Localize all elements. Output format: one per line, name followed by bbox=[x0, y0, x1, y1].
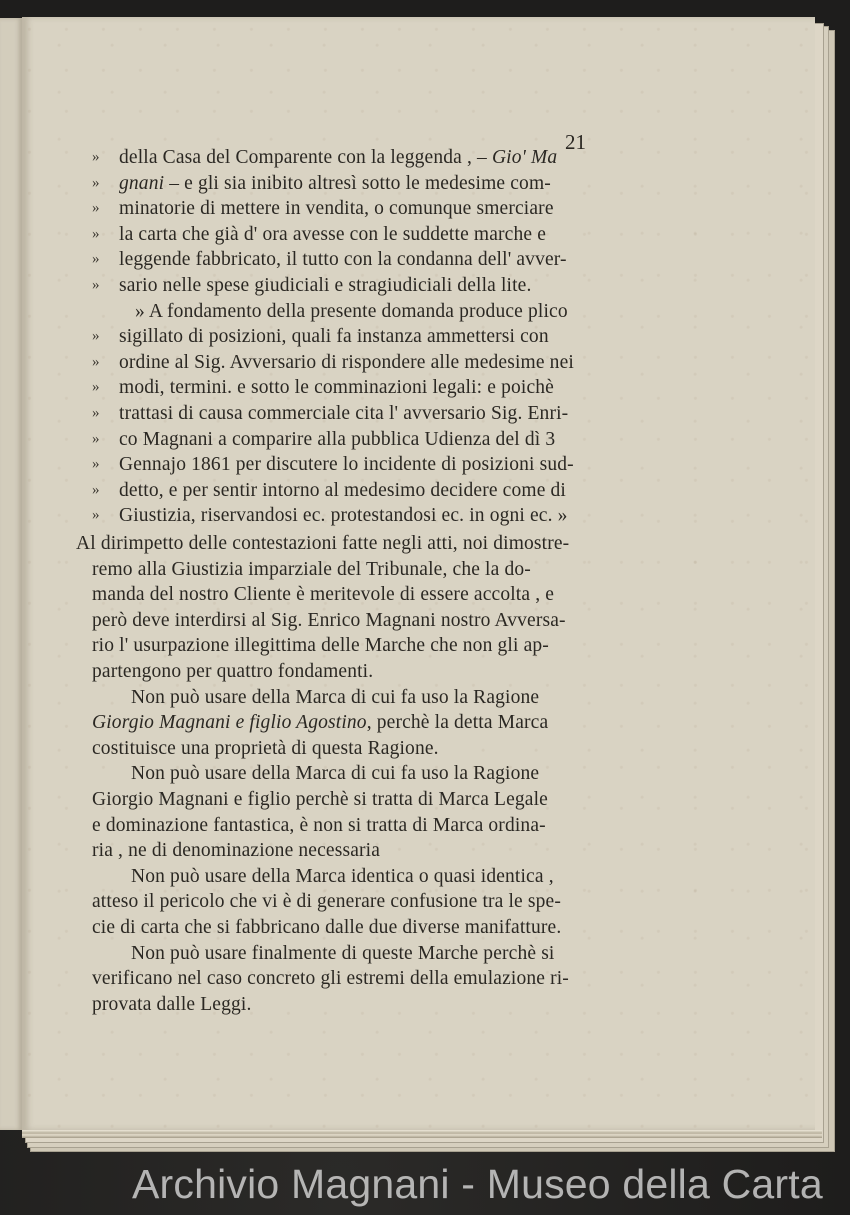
text-line: » minatorie di mettere in vendita, o comunque smerciare bbox=[119, 196, 616, 222]
text-line: rio l' usurpazione illegittima delle Marche che non gli ap- bbox=[92, 635, 549, 657]
quote-mark: » bbox=[92, 507, 100, 524]
text-line: Non può usare finalmente di queste Marche perchè si bbox=[131, 942, 555, 964]
text-line: » Giustizia, riservandosi ec. protestandosi ec. in ogni ec. » bbox=[119, 503, 616, 529]
page-number: 21 bbox=[565, 130, 586, 154]
text-line: e dominazione fantastica, è non si tratta di Marca ordina- bbox=[92, 814, 546, 836]
quote-mark: » bbox=[92, 481, 100, 498]
text-line: Giorgio Magnani e figlio Agostino, perchè la detta Marca bbox=[92, 712, 549, 734]
quote-mark: » bbox=[92, 328, 100, 345]
text-line: partengono per quattro fondamenti. bbox=[92, 660, 374, 682]
text-line: costituisce una proprietà di questa Ragione. bbox=[92, 737, 439, 759]
text-line: ria , ne di denominazione necessaria bbox=[92, 840, 381, 862]
text-line: remo alla Giustizia imparziale del Tribunale, che la do- bbox=[92, 558, 531, 580]
archive-watermark: Archivio Magnani - Museo della Carta bbox=[132, 1161, 823, 1207]
text-line: Giorgio Magnani e figlio perchè si tratta di Marca Legale bbox=[92, 788, 548, 810]
quote-mark: » bbox=[92, 276, 100, 293]
text-line: » Gennajo 1861 per discutere lo incidente di posizioni sud- bbox=[119, 452, 616, 478]
quote-mark: » bbox=[92, 251, 100, 268]
main-block bbox=[76, 531, 616, 1017]
quote-mark: » bbox=[92, 404, 100, 421]
quote-mark: » bbox=[92, 353, 100, 370]
text-line: Al dirimpetto delle contestazioni fatte negli atti, noi dimostre- bbox=[76, 533, 570, 554]
text-line: » A fondamento della presente domanda produce plico bbox=[135, 300, 568, 322]
page-bottom-edge bbox=[22, 1130, 822, 1138]
text-line: » la carta che già d' ora avesse con le suddette marche e bbox=[119, 222, 616, 248]
quote-mark: » bbox=[92, 225, 100, 242]
text-line: » della Casa del Comparente con la leggenda , – Gio' Ma bbox=[119, 145, 616, 171]
text-line: manda del nostro Cliente è meritevole di essere accolta , e bbox=[92, 584, 555, 606]
text-line: » gnani – e gli sia inibito altresì sotto le medesime com- bbox=[119, 171, 616, 197]
text-line: » detto, e per sentir intorno al medesimo decidere come di bbox=[119, 478, 616, 504]
text-line: » ordine al Sig. Avversario di rispondere alle medesime nei bbox=[119, 350, 616, 376]
quoted-block bbox=[92, 145, 616, 529]
quote-mark: » bbox=[92, 174, 100, 191]
text-line: però deve interdirsi al Sig. Enrico Magnani nostro Avversa- bbox=[92, 609, 566, 631]
text-line: verificano nel caso concreto gli estremi della emulazione ri- bbox=[92, 968, 569, 990]
text-line: provata dalle Leggi. bbox=[92, 993, 252, 1015]
text-line: » sigillato di posizioni, quali fa instanza ammettersi con bbox=[119, 324, 616, 350]
text-line: Non può usare della Marca identica o quasi identica , bbox=[131, 865, 554, 887]
quote-mark: » bbox=[92, 379, 100, 396]
quote-mark: » bbox=[92, 149, 100, 165]
left-page-edge bbox=[0, 18, 24, 1130]
quote-mark: » bbox=[92, 200, 100, 217]
text-line: Non può usare della Marca di cui fa uso la Ragione bbox=[131, 686, 540, 708]
text-line: » co Magnani a comparire alla pubblica Udienza del dì 3 bbox=[119, 427, 616, 453]
text-line: » leggende fabbricato, il tutto con la condanna dell' avver- bbox=[119, 247, 616, 273]
text-line: cie di carta che si fabbricano dalle due diverse manifatture. bbox=[92, 916, 562, 938]
quote-mark: » bbox=[92, 430, 100, 447]
text-line: atteso il pericolo che vi è di generare confusione tra le spe- bbox=[92, 891, 561, 913]
text-line: » trattasi di causa commerciale cita l' avversario Sig. Enri- bbox=[119, 401, 616, 427]
text-line: » modi, termini. e sotto le comminazioni legali: e poichè bbox=[119, 375, 616, 401]
text-line: » sario nelle spese giudiciali e stragiudiciali della lite. bbox=[119, 273, 616, 299]
text-line: Non può usare della Marca di cui fa uso la Ragione bbox=[131, 763, 540, 785]
quote-mark: » bbox=[92, 456, 100, 473]
